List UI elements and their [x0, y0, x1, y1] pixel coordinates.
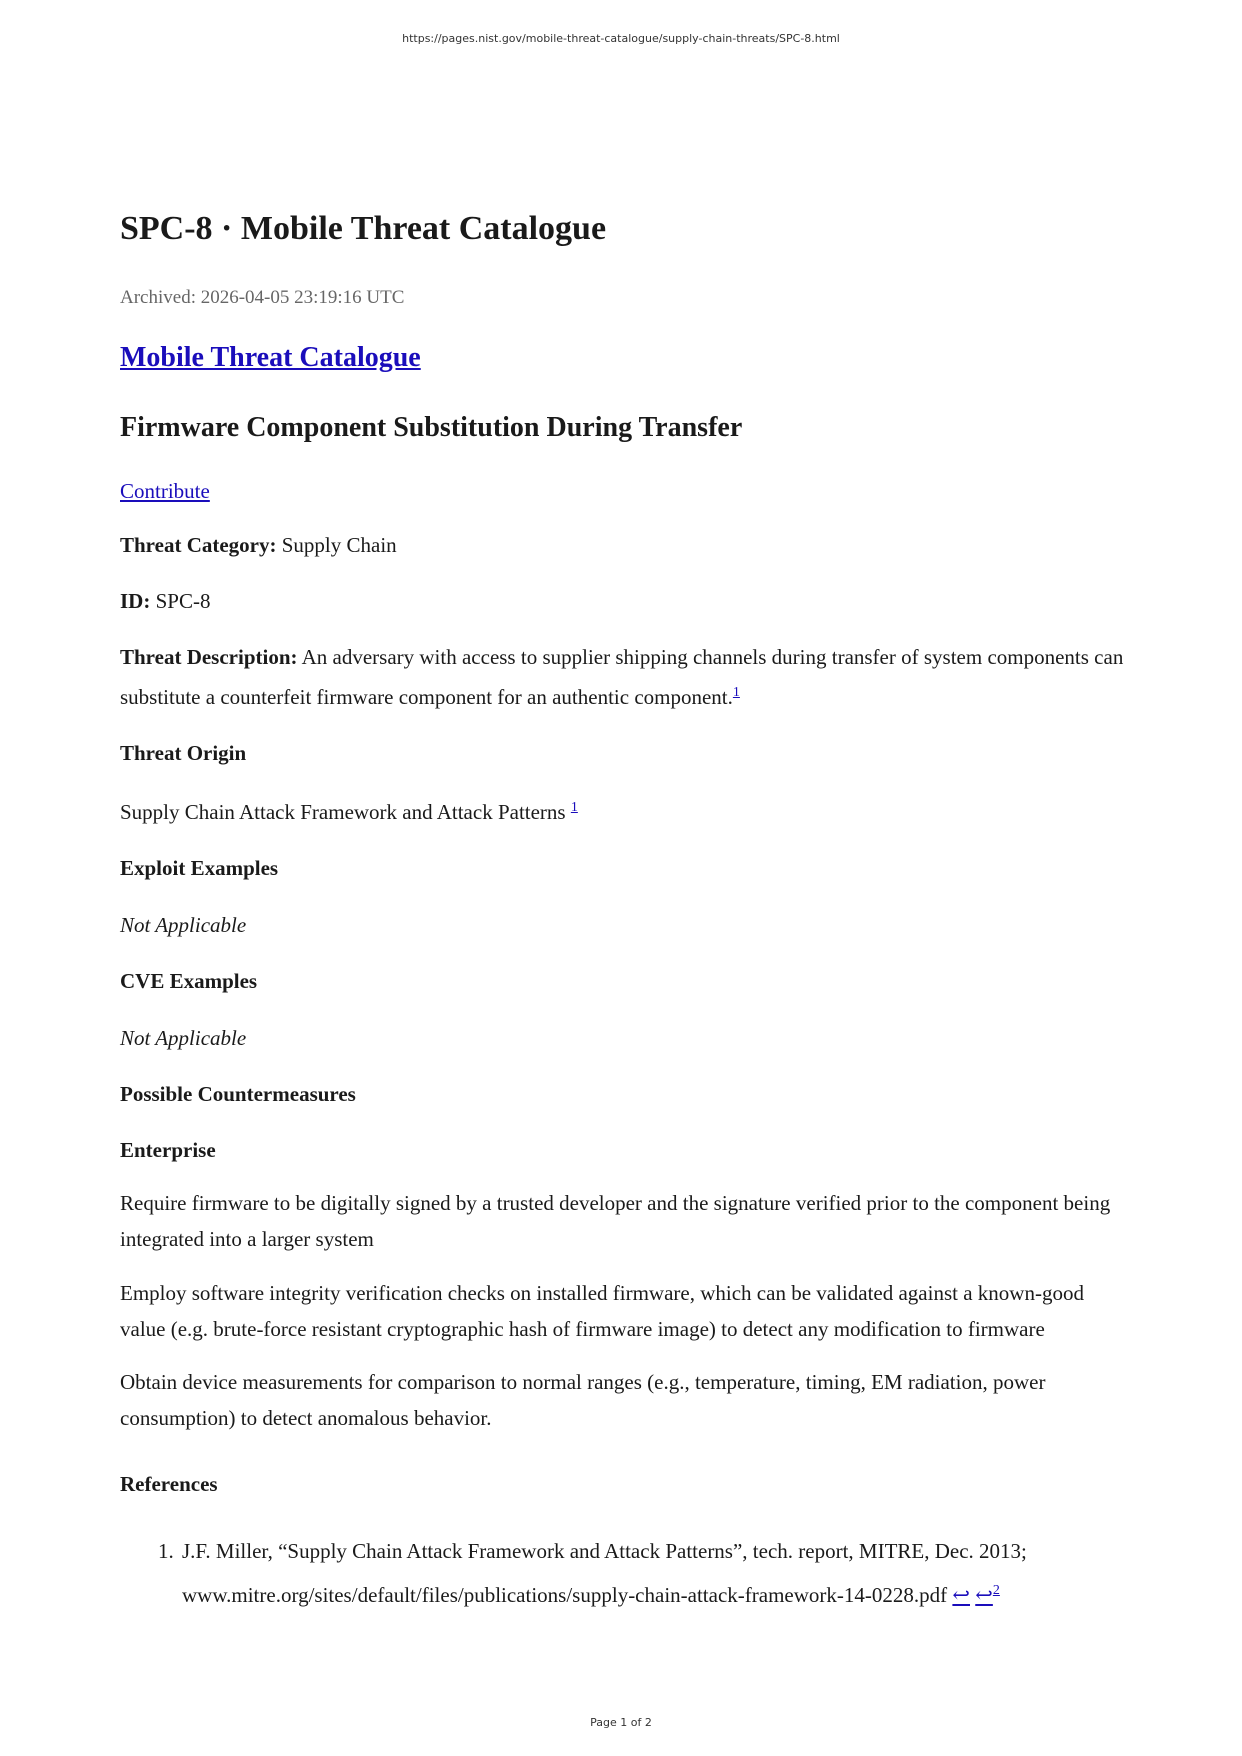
archived-timestamp: Archived: 2026-04-05 23:19:16 UTC [120, 287, 405, 308]
references-heading: References [120, 1472, 218, 1496]
threat-origin [120, 801, 578, 823]
countermeasure-item: Obtain device measurements for comparison to normal ranges (e.g., temperature, timing, EM radiation, power consumption) to detect anomalous behavior. [120, 1370, 1046, 1430]
threat-origin-heading: Threat Origin [120, 741, 247, 765]
cve-examples-heading: CVE Examples [120, 969, 258, 993]
threat-description-label: Threat Description: [120, 645, 298, 669]
enterprise-heading: Enterprise [120, 1138, 216, 1162]
exploit-examples-heading: Exploit Examples [120, 856, 279, 880]
backlink-count[interactable]: 2 [992, 1583, 1000, 1598]
threat-id-value: SPC-8 [155, 589, 211, 613]
countermeasures-heading: Possible Countermeasures [120, 1082, 356, 1106]
return-arrow-icon[interactable]: ↩ [975, 1583, 993, 1607]
threat-title: Firmware Component Substitution During Transfer [120, 412, 743, 443]
threat-origin-text: Supply Chain Attack Framework and Attack Patterns [120, 800, 566, 824]
page-number: Page 1 of 2 [590, 1716, 652, 1729]
reference-number: 1. [158, 1539, 174, 1563]
return-arrow-icon[interactable]: ↩ [952, 1583, 970, 1607]
footnote-ref-link[interactable]: 1 [732, 685, 740, 700]
threat-category-value: Supply Chain [281, 533, 397, 557]
reference-text: J.F. Miller, “Supply Chain Attack Framework and Attack Patterns”, tech. report, MITRE, Dec. 2013; www.mitre.org/sites/default/files/publications/supply-chain-attack-framework-14-0228.pdf [182, 1539, 1027, 1607]
footnote-ref-link[interactable]: 1 [570, 800, 578, 815]
countermeasure-item: Employ software integrity verification checks on installed firmware, which can be validated against a known-good value (e.g. brute-force resistant cryptographic hash of firmware image) to detect any modification to firmware [120, 1281, 1084, 1341]
page-url: https://pages.nist.gov/mobile-threat-catalogue/supply-chain-threats/SPC-8.html [402, 32, 840, 45]
threat-description [120, 639, 1130, 715]
cve-examples-value: Not Applicable [120, 1026, 247, 1050]
page-title: SPC-8 · Mobile Threat Catalogue [120, 210, 607, 247]
exploit-examples-value: Not Applicable [120, 913, 247, 937]
contribute-link[interactable]: Contribute [120, 479, 210, 503]
reference-list [158, 1531, 1130, 1615]
catalogue-link[interactable]: Mobile Threat Catalogue [120, 342, 421, 373]
threat-id-label: ID: [120, 589, 151, 613]
threat-category [120, 535, 397, 556]
threat-id [120, 591, 210, 612]
threat-category-label: Threat Category: [120, 533, 277, 557]
threat-description-text: An adversary with access to supplier shipping channels during transfer of system components can substitute a counterfeit firmware component for an authentic component. [120, 645, 1124, 709]
countermeasure-item: Require firmware to be digitally signed by a trusted developer and the signature verified prior to the component being integrated into a larger system [120, 1191, 1111, 1251]
